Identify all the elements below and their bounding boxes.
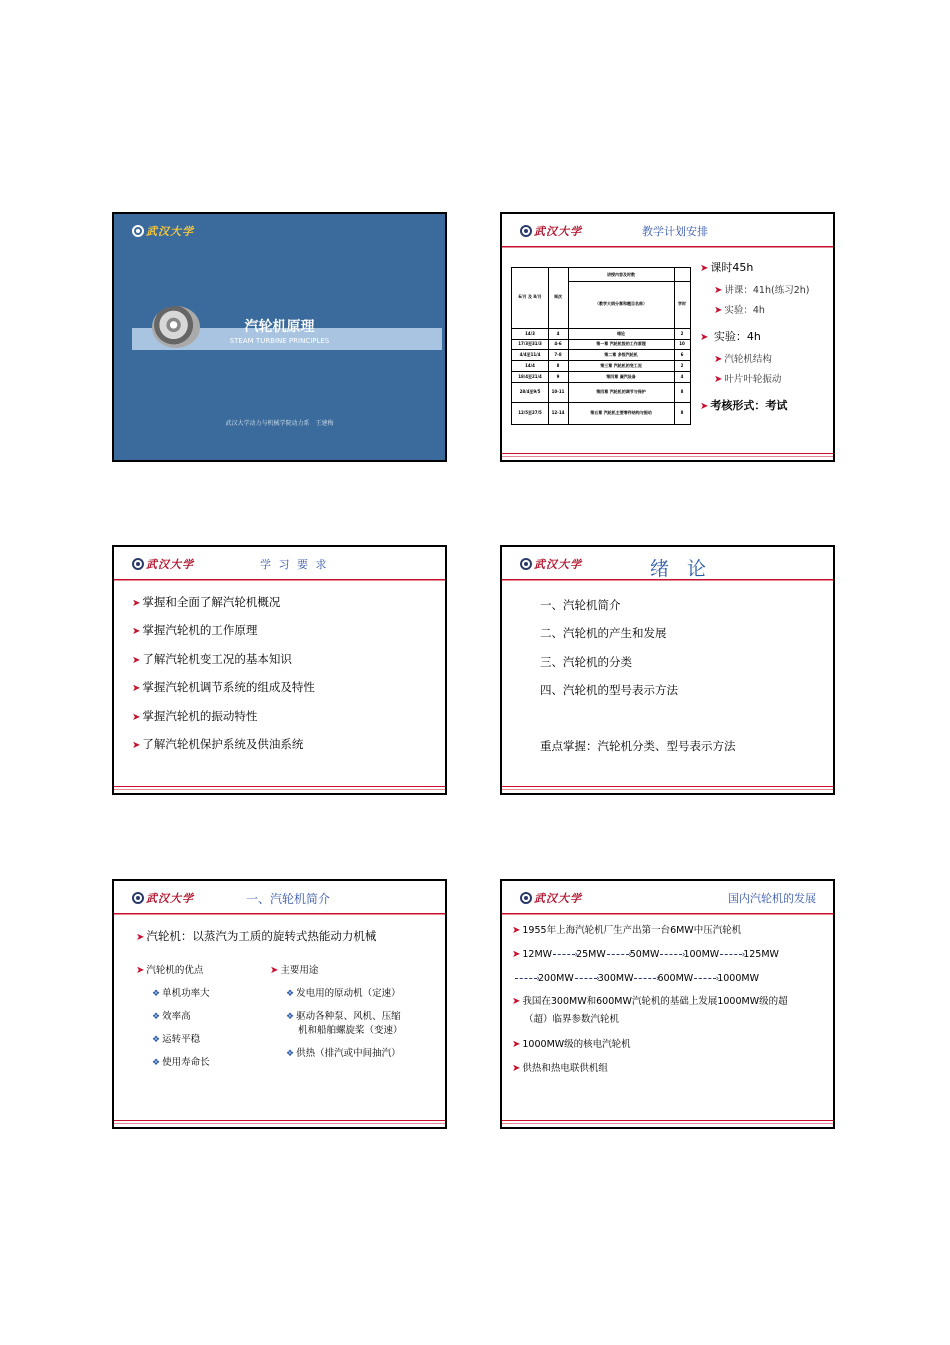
arrow-icon: ➤ [132, 740, 141, 751]
list-item: ❖ 效率高 [152, 1011, 191, 1022]
seal-icon [520, 558, 532, 570]
university-logo: 武汉大学 [520, 891, 582, 905]
slide-title: 国内汽轮机的发展 [728, 892, 816, 905]
arrow-icon: ➤ [132, 626, 141, 637]
arrow-icon: ➤ [132, 712, 141, 723]
arrow-icon [553, 954, 575, 955]
list-item: 四、汽轮机的型号表示方法 [540, 683, 678, 697]
list-item-continued: 机和船舶螺旋桨（变速） [298, 1025, 403, 1036]
arrow-icon [607, 954, 629, 955]
arrow-icon: ➤ [700, 332, 709, 343]
arrow-icon: ➤ [700, 263, 709, 274]
list-item: ➤ 1000MW级的核电汽轮机 [512, 1039, 631, 1050]
slide-credit: 武汉大学动力与机械学院动力系 王建梅 [225, 420, 334, 427]
arrow-icon: ➤ [132, 683, 141, 694]
list-item: ❖ 发电用的原动机（定速） [286, 988, 401, 999]
arrow-icon: ➤ [714, 305, 723, 316]
arrow-icon: ➤ [512, 996, 521, 1007]
seal-icon [132, 558, 144, 570]
diamond-icon: ❖ [286, 989, 295, 999]
arrow-icon [660, 954, 682, 955]
arrow-icon: ➤ [132, 598, 141, 609]
slide-title [112, 212, 447, 462]
bullet-lab: ➤ 实验：4h [714, 305, 765, 316]
bullet-vibration: ➤ 叶片叶轮振动 [714, 374, 782, 385]
slide-introduction [500, 545, 835, 795]
list-item: ➤ 我国在300MW和600MW汽轮机的基础上发展1000MW级的超 [512, 996, 788, 1007]
bullet-lab-main: ➤ 实验：4h [700, 330, 761, 343]
list-item: 二、汽轮机的产生和发展 [540, 626, 667, 640]
list-item: ❖ 使用寿命长 [152, 1057, 210, 1068]
slide-domestic-development [500, 879, 835, 1129]
university-logo: 武汉大学 [132, 224, 194, 238]
slide-turbine-overview [112, 879, 447, 1129]
bullet-exam: ➤ 考核形式：考试 [700, 399, 788, 412]
arrow-icon: ➤ [700, 401, 709, 412]
bullet-lecture: ➤ 讲课：41h(练习2h) [714, 285, 810, 296]
bullet-hours: ➤ 课时45h [700, 261, 754, 274]
seal-icon [132, 892, 144, 904]
university-logo: 武汉大学 [520, 224, 582, 238]
diamond-icon: ❖ [152, 1012, 161, 1022]
slide-subtitle: STEAM TURBINE PRINCIPLES [229, 337, 330, 345]
university-logo: 武汉大学 [132, 891, 194, 905]
definition: ➤ 汽轮机：以蒸汽为工质的旋转式热能动力机械 [136, 929, 377, 943]
arrow-icon: ➤ [714, 374, 723, 385]
slide-schedule [500, 212, 835, 462]
seal-icon [520, 892, 532, 904]
schedule-table: 讲授内容及时数 6/月 及 8/月 周次 （教学大纲分章和题目名称） 学时 14/3 4 绪论 2 17/3至31/3 4-6 第一章 汽轮机级的工作原理 10 4/4至11/4 7-8 第二章 多级汽轮机 6 14/4 8 第三章 汽轮机的变工况 2 18/4至21/4 9 第四章 凝汽设备 4 28/4至9/5 10-11 第四章 汽轮机的调节与保护 8 12/5至27/5 12-14 第五章 汽轮机主要零件结构与振动 8 [511, 267, 691, 425]
list-item: ➤ 掌握汽轮机调节系统的组成及特性 [132, 680, 315, 694]
arrow-icon [575, 978, 597, 979]
list-item: ❖ 供热（排汽或中间抽汽） [286, 1048, 401, 1059]
slide-title: 一、汽轮机简介 [246, 892, 331, 906]
arrow-icon: ➤ [136, 965, 145, 976]
advantages-title: ➤ 汽轮机的优点 [136, 965, 204, 976]
list-item: 三、汽轮机的分类 [540, 655, 632, 669]
slide-title: 教学计划安排 [642, 225, 708, 238]
slide-main-title: 汽轮机原理 [244, 319, 315, 335]
list-item: ❖ 运转平稳 [152, 1034, 201, 1045]
list-item: ➤ 1955年上海汽轮机厂生产出第一台6MW中压汽轮机 [512, 925, 742, 936]
arrow-icon: ➤ [512, 1039, 521, 1050]
arrow-icon: ➤ [512, 1063, 521, 1074]
arrow-icon: ➤ [512, 949, 521, 960]
list-item: ➤ 供热和热电联供机组 [512, 1063, 608, 1074]
diamond-icon: ❖ [152, 989, 161, 999]
key-point: 重点掌握：汽轮机分类、型号表示方法 [540, 739, 736, 753]
arrow-icon: ➤ [714, 354, 723, 365]
diamond-icon: ❖ [152, 1035, 161, 1045]
arrow-icon: ➤ [132, 655, 141, 666]
capacity-progression: ➤ 12MW› 25MW› 50MW› 100MW› 125MW [512, 948, 779, 962]
diamond-icon: ❖ [152, 1058, 161, 1068]
list-item: ➤ 了解汽轮机保护系统及供油系统 [132, 737, 304, 751]
arrow-icon: ➤ [714, 285, 723, 296]
list-item: ➤ 掌握汽轮机的振动特性 [132, 709, 258, 723]
list-item: ➤ 了解汽轮机变工况的基本知识 [132, 652, 292, 666]
university-logo: 武汉大学 [132, 557, 194, 571]
list-item: ❖ 驱动各种泵、风机、压缩 [286, 1011, 401, 1022]
arrow-icon [720, 954, 742, 955]
arrow-icon [634, 978, 656, 979]
list-item: 一、汽轮机简介 [540, 598, 621, 612]
list-item: ➤ 掌握和全面了解汽轮机概况 [132, 595, 281, 609]
uses-title: ➤ 主要用途 [270, 965, 319, 976]
diamond-icon: ❖ [286, 1049, 295, 1059]
university-logo: 武汉大学 [520, 557, 582, 571]
seal-icon [520, 225, 532, 237]
list-item-continued: （超）临界参数汽轮机 [524, 1014, 620, 1025]
seal-icon [132, 225, 144, 237]
slide-title: 绪 论 [650, 558, 713, 580]
arrow-icon: ➤ [136, 932, 145, 943]
capacity-progression-continued: ›200MW› 300MW› 600MW› 1000MW [514, 972, 759, 986]
arrow-icon: ➤ [512, 925, 521, 936]
list-item: ❖ 单机功率大 [152, 988, 210, 999]
slide-title: 学 习 要 求 [260, 558, 329, 571]
bullet-structure: ➤ 汽轮机结构 [714, 354, 772, 365]
arrow-icon [515, 978, 537, 979]
arrow-icon [694, 978, 716, 979]
list-item: ➤ 掌握汽轮机的工作原理 [132, 623, 258, 637]
diamond-icon: ❖ [286, 1012, 295, 1022]
slide-requirements [112, 545, 447, 795]
arrow-icon: ➤ [270, 965, 279, 976]
